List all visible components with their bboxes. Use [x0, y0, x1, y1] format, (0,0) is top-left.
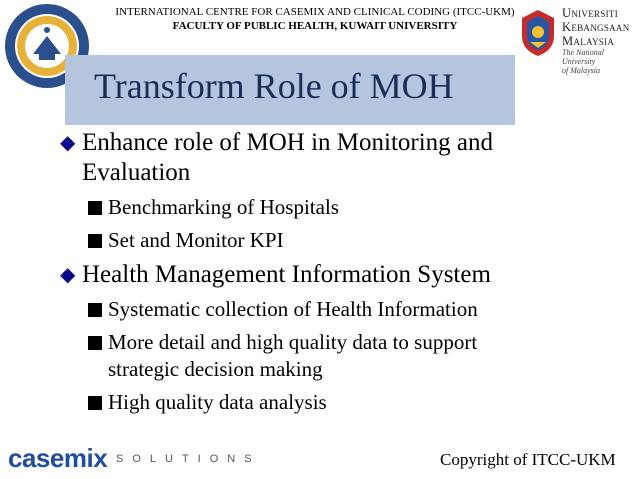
bullet-text: Health Management Information System [82, 261, 491, 288]
slide-title: Transform Role of MOH [94, 66, 454, 106]
sub-bullet-item [60, 389, 620, 416]
ukm-crest-icon [518, 8, 558, 58]
sub-bullet-item [60, 194, 620, 221]
sub-bullet-text-cont: strategic decision making [108, 357, 323, 381]
bullet-text: Enhance role of MOH in Monitoring and [82, 129, 494, 156]
ukm-tagline-2: of Malaysia [562, 66, 600, 75]
casemix-solutions-logo [8, 443, 261, 473]
diamond-bullet-icon: ◆ [60, 132, 76, 154]
ukm-logo [518, 6, 638, 75]
ukm-name-line-1: Universiti [562, 6, 619, 20]
ukm-name-line-3: Malaysia [562, 34, 615, 48]
sub-bullet-item [60, 227, 620, 254]
square-bullet-icon [88, 234, 102, 248]
sub-bullet-text: Set and Monitor KPI [108, 228, 284, 252]
square-bullet-icon [88, 396, 102, 410]
sub-bullet-item [60, 296, 620, 323]
header-line-2: FACULTY OF PUBLIC HEALTH, KUWAIT UNIVERSITY [172, 20, 458, 32]
ukm-tagline-1: The National University [562, 48, 605, 66]
sub-bullet-text: More detail and high quality data to support [108, 330, 478, 354]
ukm-name-line-2: Kebangsaan [562, 20, 630, 34]
copyright-text: Copyright of ITCC-UKM [440, 450, 616, 469]
sub-bullet-text: High quality data analysis [108, 390, 327, 414]
bullet-text-cont: Evaluation [82, 159, 191, 186]
bullet-item [60, 128, 620, 188]
sub-bullet-text: Systematic collection of Health Information [108, 297, 478, 321]
sub-bullet-text: Benchmarking of Hospitals [108, 195, 339, 219]
square-bullet-icon [88, 303, 102, 317]
header [100, 5, 530, 33]
sub-bullet-item [60, 329, 620, 356]
bullet-item [60, 260, 620, 290]
diamond-bullet-icon: ◆ [60, 264, 76, 286]
casemix-wordmark: casemix [8, 443, 108, 473]
slide-content [60, 128, 620, 416]
sub-bullet-item-cont [60, 356, 620, 383]
square-bullet-icon [88, 336, 102, 350]
solutions-label: SOLUTIONS [116, 453, 261, 465]
square-bullet-icon [88, 201, 102, 215]
header-line-1: INTERNATIONAL CENTRE FOR CASEMIX AND CLINICAL CODING (ITCC-UKM) [115, 6, 515, 18]
